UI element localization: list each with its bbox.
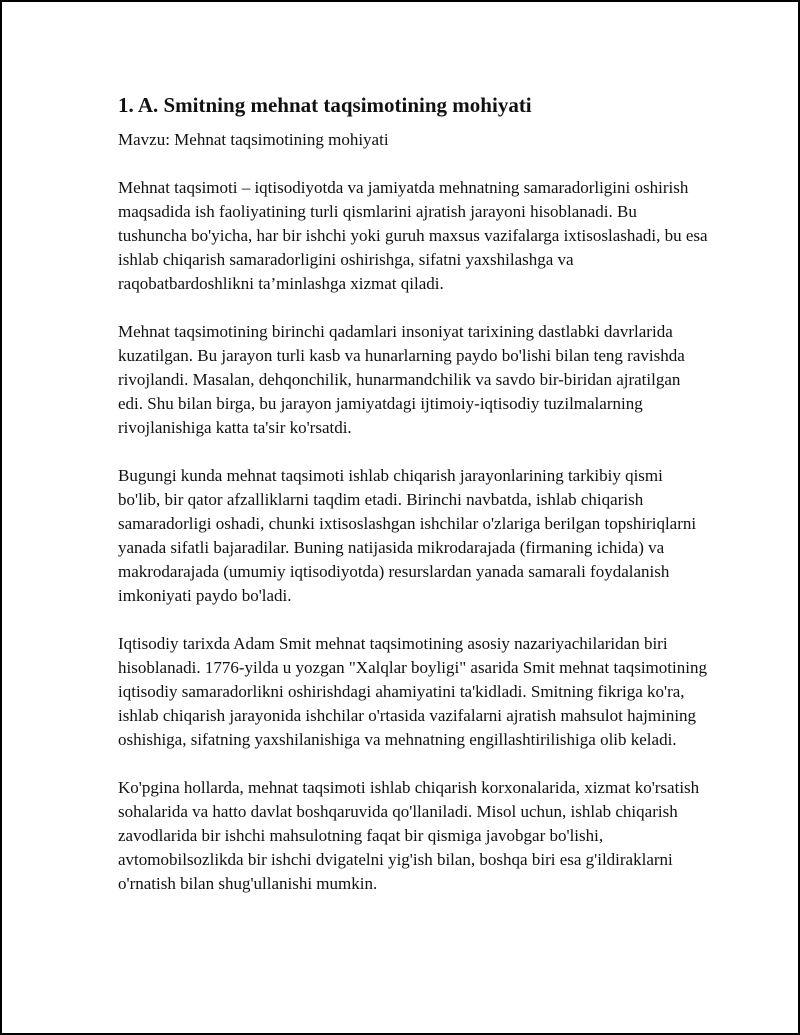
paragraph-5: Ko'pgina hollarda, mehnat taqsimoti ishlab chiqarish korxonalarida, xizmat ko'rsatish sohalarida va hatto davlat boshqaruvida qo'llaniladi. Misol uchun, ishlab chiqarish zavodlarida bir ishchi mahsulotning faqat bir qismiga javobgar bo'lishi, avtomobilsozlikda bir ishchi dvigatelni yig'ish bilan, boshqa biri esa g'ildiraklarni o'rnatish bilan shug'ullanishi mumkin. [118, 778, 700, 893]
paragraph-2: Mehnat taqsimotining birinchi qadamlari insoniyat tarixining dastlabki davrlarida kuzatilgan. Bu jarayon turli kasb va hunarlarning paydo bo'lishi bilan teng ravishda rivojlandi. Masalan, dehqonchilik, hunarmandchilik va savdo bir-biridan ajratilgan edi. Shu bilan birga, bu jarayon jamiyatdagi ijtimoiy-iqtisodiy tuzilmalarning rivojlanishiga katta ta'sir ko'rsatdi. [118, 322, 685, 437]
document-body [118, 92, 708, 920]
paragraph-3: Bugungi kunda mehnat taqsimoti ishlab chiqarish jarayonlarining tarkibiy qismi bo'lib, bir qator afzalliklarni taqdim etadi. Birinchi navbatda, ishlab chiqarish samaradorligi oshadi, chunki ixtisoslashgan ishchilar o'zlariga berilgan topshiriqlarni yanada sifatli bajaradilar. Buning natijasida mikrodarajada (firmaning ichida) va makrodarajada (umumiy iqtisodiyotda) resurslardan yanada samarali foydalanish imkoniyati paydo bo'ladi. [118, 466, 697, 605]
document-title: 1. A. Smitning mehnat taqsimotining mohiyati [118, 93, 532, 117]
paragraph-4: Iqtisodiy tarixda Adam Smit mehnat taqsimotining asosiy nazariyachilaridan biri hisoblanadi. 1776-yilda u yozgan "Xalqlar boyligi" asarida Smit mehnat taqsimotining iqtisodiy samaradorlikni oshirishdagi ahamiyatini ta'kidladi. Smitning fikriga ko'ra, ishlab chiqarish jarayonida ishchilar o'rtasida vazifalarni ajratish mahsulot hajmining oshishiga, sifatning yaxshilanishiga va mehnatning engillashtirilishiga olib keladi. [118, 634, 707, 749]
paragraph-1: Mehnat taqsimoti – iqtisodiyotda va jamiyatda mehnatning samaradorligini oshirish maqsadida ish faoliyatining turli qismlarini ajratish jarayoni hisoblanadi. Bu tushuncha bo'yicha, har bir ishchi yoki guruh maxsus vazifalarga ixtisoslashadi, bu esa ishlab chiqarish samaradorligini oshirishga, sifatni yaxshilashga va raqobatbardoshlikni ta’minlashga xizmat qiladi. [118, 178, 708, 293]
document-subject: Mavzu: Mehnat taqsimotining mohiyati [118, 130, 389, 149]
